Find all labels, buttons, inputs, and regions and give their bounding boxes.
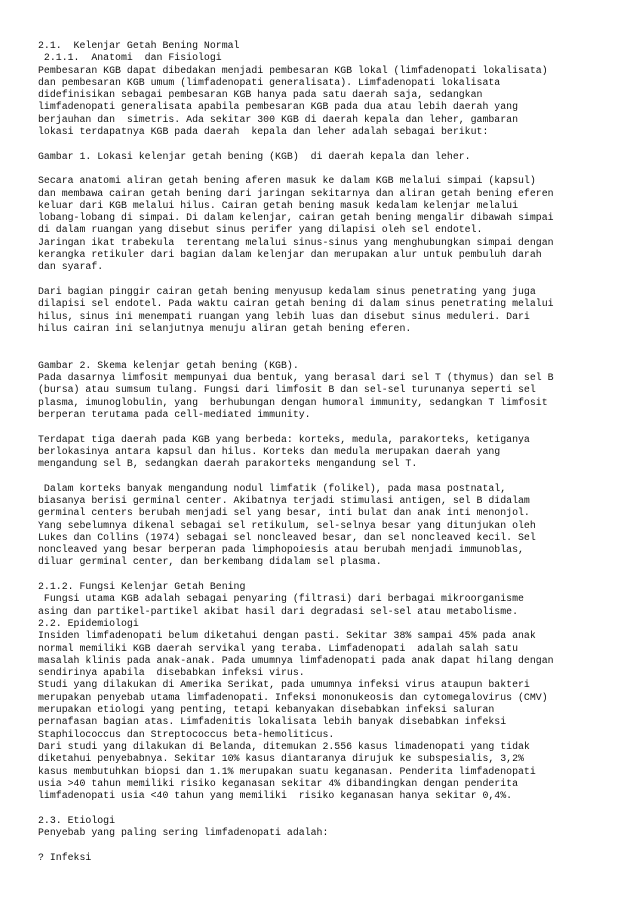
text-line: pernafasan bagian atas. Limfadenitis lokalisata lebih banyak disebabkan infeksi (38, 716, 507, 728)
text-line: Lukes dan Collins (1974) sebagai sel noncleaved besar, dan sel noncleaved kecil. Sel (38, 531, 536, 543)
text-line: 2.2. Epidemiologi (38, 617, 139, 629)
text-line: berlokasinya antara kapsul dan hilus. Korteks dan medula merupakan daerah yang (38, 445, 501, 457)
text-line: dan syaraf. (38, 261, 104, 273)
blank-line (38, 839, 628, 851)
text-line: keluar dari KGB melalui hilus. Cairan getah bening masuk kedalam kelenjar melalui (38, 199, 519, 211)
text-line: germinal centers berubah menjadi sel yang besar, inti bulat dan anak inti menonjol. (38, 507, 530, 519)
text-line: Secara anatomi aliran getah bening aferen masuk ke dalam KGB melalui simpai (kapsul) (38, 175, 536, 187)
text-line: asing dan partikel-partikel akibat hasil dari degradasi sel-sel atau metabolisme. (38, 605, 519, 617)
blank-line (38, 274, 628, 286)
text-line: sendirinya apabila disebabkan infeksi virus. (38, 667, 305, 679)
blank-line (38, 421, 628, 433)
blank-line (38, 802, 628, 814)
text-line: lobang-lobang di simpai. Di dalam kelenjar, cairan getah bening mengalir dibawah simpai (38, 212, 554, 224)
text-line: biasanya berisi germinal center. Akibatnya terjadi stimulasi antigen, sel B didalam (38, 494, 530, 506)
document-body (38, 40, 628, 864)
text-line: usia >40 tahun memiliki risiko keganasan sekitar 4% dibandingkan dengan penderita (38, 777, 519, 789)
text-line: normal memiliki KGB daerah servikal yang teraba. Limfadenopati adalah salah satu (38, 642, 519, 654)
text-line: noncleaved yang besar berperan pada limphopoiesis atau berubah menjadi immunoblas, (38, 544, 524, 556)
blank-line (38, 138, 628, 150)
text-line: dan pembesaran KGB umum (limfadenopati generalisata). Limfadenopati lokalisata (38, 76, 501, 88)
text-line: diluar germinal center, dan berkembang didalam sel plasma. (38, 556, 382, 568)
text-line: Insiden limfadenopati belum diketahui dengan pasti. Sekitar 38% sampai 45% pada anak (38, 630, 536, 642)
text-line: merupakan penyebab utama limfadenopati. Infeksi mononukeosis dan cytomegalovirus (CMV) (38, 691, 548, 703)
text-line: 2.3. Etiologi (38, 814, 116, 826)
text-line: berjauhan dan simetris. Ada sekitar 300 KGB di daerah kepala dan leher, gambaran (38, 113, 519, 125)
text-line: hilus, sinus ini menempati ruangan yang lebih luas dan disebut sinus meduleri. Dari (38, 310, 530, 322)
text-line: Dari studi yang dilakukan di Belanda, ditemukan 2.556 kasus limadenopati yang tidak (38, 740, 530, 752)
blank-line (38, 335, 628, 347)
text-line: Yang sebelumnya dikenal sebagai sel retikulum, sel-selnya besar yang ditunjukan oleh (38, 519, 536, 531)
text-line: berperan terutama pada cell-mediated immunity. (38, 408, 311, 420)
text-line: ? Infeksi (38, 851, 92, 863)
text-line: 2.1.2. Fungsi Kelenjar Getah Bening (38, 581, 246, 593)
text-line: Dari bagian pinggir cairan getah bening menyusup kedalam sinus penetrating yang juga (38, 285, 536, 297)
text-line: Penyebab yang paling sering limfadenopati adalah: (38, 827, 329, 838)
text-line: diketahui penyebabnya. Sekitar 10% kasus diantaranya dirujuk ke subspesialis, 3,2% (38, 753, 524, 765)
blank-line (38, 470, 628, 482)
text-line: Pada dasarnya limfosit mempunyai dua bentuk, yang berasal dari sel T (thymus) dan sel B (38, 372, 554, 384)
text-line: limfadenopati generalisata apabila pembesaran KGB pada dua atau lebih daerah yang (38, 101, 519, 113)
text-line: Pembesaran KGB dapat dibedakan menjadi pembesaran KGB lokal (limfadenopati lokalisata) (38, 64, 548, 76)
text-line: Gambar 2. Skema kelenjar getah bening (KGB). (38, 359, 299, 371)
text-line: Gambar 1. Lokasi kelenjar getah bening (KGB) di daerah kepala dan leher. (38, 150, 471, 162)
text-line: 2.1. Kelenjar Getah Bening Normal (38, 40, 240, 51)
text-line: dan membawa cairan getah bening dari jaringan sekitarnya dan aliran getah bening eferen (38, 187, 554, 199)
blank-line (38, 347, 628, 359)
text-line: plasma, imunoglobulin, yang berhubungan dengan humoral immunity, sedangkan T limfosit (38, 396, 548, 408)
text-line: kasus membutuhkan biopsi dan 1.1% merupakan suatu keganasan. Penderita limfadenopati (38, 765, 536, 777)
text-line: Fungsi utama KGB adalah sebagai penyaring (filtrasi) dari berbagai mikroorganisme (38, 593, 524, 605)
text-line: mengandung sel B, sedangkan daerah parakorteks mengandung sel T. (38, 458, 418, 470)
text-line: Dalam korteks banyak mengandung nodul limfatik (folikel), pada masa postnatal, (38, 482, 507, 494)
blank-line (38, 163, 628, 175)
text-line: masalah klinis pada anak-anak. Pada umumnya limfadenopati pada anak dapat hilang dengan (38, 654, 554, 666)
text-line: limfadenopati usia <40 tahun yang memiliki risiko keganasan hanya sekitar 0,4%. (38, 790, 513, 802)
text-line: di dalam ruangan yang disebut sinus perifer yang dilapisi oleh sel endotel. (38, 224, 483, 236)
text-line: Terdapat tiga daerah pada KGB yang berbeda: korteks, medula, parakorteks, ketiganya (38, 433, 530, 445)
text-line: merupakan etiologi yang penting, tetapi kebanyakan disebabkan infeksi saluran (38, 704, 495, 716)
text-line: 2.1.1. Anatomi dan Fisiologi (38, 52, 222, 64)
text-line: Staphilococcus dan Streptococcus beta-hemoliticus. (38, 728, 335, 740)
text-line: Jaringan ikat trabekula terentang melalui sinus-sinus yang menghubungkan simpai dengan (38, 236, 554, 248)
text-line: (bursa) atau sumsum tulang. Fungsi dari limfosit B dan sel-sel turunanya seperti sel (38, 384, 536, 396)
blank-line (38, 569, 628, 581)
text-line: hilus cairan ini selanjutnya menuju aliran getah bening eferen. (38, 322, 412, 334)
text-line: lokasi terdapatnya KGB pada daerah kepala dan leher adalah sebagai berikut: (38, 126, 489, 138)
text-line: kerangka retikuler dari bagian dalam kelenjar dan merupakan alur untuk pembuluh darah (38, 249, 542, 261)
text-line: didefinisikan sebagai pembesaran KGB hanya pada satu daerah saja, sedangkan (38, 89, 483, 101)
text-line: dilapisi sel endotel. Pada waktu cairan getah bening di dalam sinus penetrating melalui (38, 298, 554, 310)
text-line: Studi yang dilakukan di Amerika Serikat, pada umumnya infeksi virus ataupun bakteri (38, 679, 530, 691)
